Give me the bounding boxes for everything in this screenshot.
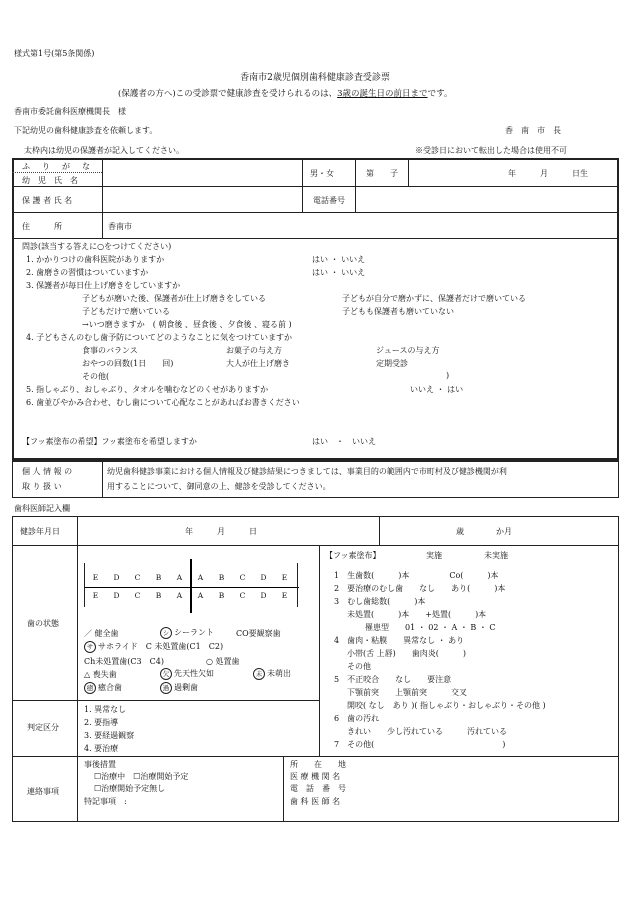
address-field[interactable]: 香南市: [108, 222, 132, 231]
result-teeth-count[interactable]: 1 生歯数( )本 Co( )本: [334, 571, 499, 580]
after-care-option-none[interactable]: ☐治療開始予定無し: [94, 784, 166, 793]
question-6: 6. 歯並びやかみ合わせ、むし歯について心配なことがあればお書きください: [26, 398, 300, 407]
tooth-upper-3[interactable]: B: [155, 573, 162, 582]
fluoride-title: 【フッ素塗布】: [325, 551, 381, 560]
question-3-option[interactable]: 子どもが磨いた後、保護者が仕上げ磨きをしている: [82, 294, 266, 303]
instruction: 太枠内は幼児の保護者が記入してください。: [24, 146, 184, 155]
tooth-lower-3[interactable]: B: [155, 591, 162, 600]
dentist-section-title: 歯科医師記入欄: [14, 504, 70, 513]
tooth-lower-7[interactable]: C: [239, 591, 246, 600]
question-5-answer[interactable]: いいえ ・ はい: [410, 385, 464, 394]
result-bite[interactable]: 下顎前突 上顎前突 交叉: [347, 688, 467, 697]
fluoride-not-done[interactable]: 未実施: [484, 551, 508, 560]
tooth-upper-2[interactable]: C: [134, 573, 141, 582]
question-2-answer[interactable]: はい ・ いいえ: [312, 268, 366, 277]
legend-congenital: [160, 668, 214, 680]
question-3-option[interactable]: 子どもが自分で磨かずに、保護者だけで磨いている: [342, 294, 526, 303]
judge-option[interactable]: 3. 要経過観察: [84, 731, 135, 740]
judge-option[interactable]: 4. 要治療: [84, 744, 119, 753]
question-4-option[interactable]: お菓子の与え方: [226, 346, 282, 355]
child-name-label: 幼 児 氏 名: [22, 176, 78, 185]
guardian-name-label: 保 護 者 氏 名: [22, 196, 73, 205]
supernumerary-icon: 過: [160, 682, 172, 694]
fused-icon: 癒: [84, 682, 96, 694]
question-1: 1. かかりつけの歯科医院がありますか: [26, 255, 165, 264]
clinic-phone-label: 電 話 番 号: [290, 784, 346, 793]
contact-label: 連絡事項: [27, 787, 59, 796]
result-untreated[interactable]: 未処置( )本 +処置( )本: [347, 610, 487, 619]
question-1-answer[interactable]: はい ・ いいえ: [312, 255, 366, 264]
tooth-lower-9[interactable]: E: [281, 591, 288, 600]
legend-sealant-label: シーラント: [174, 628, 214, 637]
question-4-option[interactable]: 食事のバランス: [82, 346, 138, 355]
result-needs-treatment[interactable]: 2 要治療のむし歯 なし あり( )本: [334, 584, 506, 593]
result-plaque-level[interactable]: きれい 少し汚れている 汚れている: [347, 727, 507, 736]
interview-title: 問診(該当する答えに○をつけてください): [22, 242, 172, 251]
judge-label: 判定区分: [27, 723, 59, 732]
result-caries-total[interactable]: 3 むし歯総数( )本: [334, 597, 426, 606]
question-3-timing[interactable]: →いつ磨きますか ( 朝食後 、昼食後 、夕食後 、寝る前 ): [82, 320, 292, 329]
phone-field[interactable]: [357, 187, 618, 211]
child-order-field[interactable]: 第 子: [366, 169, 398, 178]
legend-unerupted: [253, 668, 291, 680]
guardian-note: [118, 87, 452, 99]
legend-untreated: Ch未処置歯(C3 C4): [84, 657, 164, 666]
result-open-bite[interactable]: 開咬( なし あり )( 指しゃぶり・おしゃぶり・その他 ): [347, 701, 546, 710]
unerupted-icon: 未: [253, 668, 265, 680]
guardian-note-prefix: (保護者の方へ)この受診票で健康診査を受けられるのは、: [118, 89, 338, 99]
question-4-other[interactable]: その他(: [82, 372, 110, 381]
result-type[interactable]: 罹患型 01 ・ 02 ・ A ・ B ・ C: [365, 623, 496, 632]
question-4-other-close: ): [446, 371, 450, 380]
fluoride-request-answer[interactable]: はい ・ いいえ: [312, 437, 376, 446]
teeth-label: 歯の状態: [27, 619, 59, 628]
request-text: 下記幼児の歯科健康診査を依頼します。: [14, 126, 158, 135]
legend-fused: [84, 682, 122, 694]
question-5: 5. 指しゃぶり、おしゃぶり、タオルを噛むなどのくせがありますか: [26, 385, 269, 394]
legend-supernumerary-label: 過剰歯: [174, 683, 198, 692]
tooth-lower-5[interactable]: A: [197, 591, 204, 600]
question-4-option[interactable]: 定期受診: [376, 359, 408, 368]
legend-sahoride: [84, 641, 223, 653]
legend-congenital-label: 先天性欠如: [174, 669, 214, 678]
exam-date-label: 健診年月日: [20, 527, 60, 536]
sealant-icon: シ: [160, 627, 172, 639]
address-label: 住 所: [22, 222, 62, 231]
guardian-note-suffix: です。: [427, 89, 453, 99]
sahoride-icon: サ: [84, 641, 96, 653]
question-3-option[interactable]: 子どもだけで磨いている: [82, 307, 170, 316]
question-3: 3. 保護者が毎日仕上げ磨きをしていますか: [26, 281, 181, 290]
clinic-name-label: 医 療 機 関 名: [290, 772, 341, 781]
tooth-upper-0[interactable]: E: [92, 573, 99, 582]
after-care-label: 事後措置: [84, 760, 116, 769]
teeth-chart[interactable]: [84, 565, 299, 613]
result-malocclusion[interactable]: 5 不正咬合 なし 要注意: [334, 675, 452, 684]
tooth-lower-6[interactable]: B: [218, 591, 225, 600]
result-gum[interactable]: 4 歯肉・粘膜 異常なし ・ あり: [334, 636, 465, 645]
tooth-upper-4[interactable]: A: [176, 573, 183, 582]
age-field[interactable]: 歳 か月: [456, 527, 512, 536]
legend-co: CO要観察歯: [236, 629, 281, 638]
tooth-upper-9[interactable]: E: [281, 573, 288, 582]
fluoride-request: 【フッ素塗布の希望】フッ素塗布を希望しますか: [22, 437, 197, 446]
tooth-upper-7[interactable]: C: [239, 573, 246, 582]
result-gum-other[interactable]: その他: [347, 662, 371, 671]
tooth-upper-1[interactable]: D: [113, 573, 120, 582]
question-4: 4. 子どもさんのむし歯予防についてどのようなことに気をつけていますか: [26, 333, 293, 342]
result-other[interactable]: 7 その他( ): [334, 740, 506, 749]
congenital-icon: 欠: [160, 668, 172, 680]
addressee: 香南市委託歯科医療機関長 様: [14, 107, 126, 116]
tooth-lower-1[interactable]: D: [113, 591, 120, 600]
guardian-note-deadline: 3歳の誕生日の前日まで: [337, 89, 428, 99]
privacy-text: 幼児歯科健診事業における個人情報及び健診結果につきましては、事業目的の範囲内で市町村及び健診機関が利: [107, 467, 507, 476]
question-6-field[interactable]: [40, 410, 610, 434]
judge-option[interactable]: 2. 要指導: [84, 718, 119, 727]
tooth-lower-8[interactable]: D: [260, 591, 267, 600]
birth-date-field[interactable]: 年 月 日生: [508, 169, 588, 178]
question-4-option[interactable]: おやつの回数(1日 回): [82, 359, 174, 368]
tooth-upper-5[interactable]: A: [197, 573, 204, 582]
result-frenum[interactable]: 小帯(舌 上唇) 歯肉炎( ): [347, 649, 467, 658]
tooth-upper-6[interactable]: B: [218, 573, 225, 582]
clinic-address-label: 所 在 地: [290, 760, 346, 769]
legend-unerupted-label: 未萌出: [267, 669, 291, 678]
question-3-option[interactable]: 子どもも保護者も磨いていない: [342, 307, 454, 316]
legend-lost: △ 喪失歯: [84, 670, 117, 679]
question-2: 2. 歯磨きの習慣はついていますか: [26, 268, 149, 277]
page-title: 香南市2歳児個別歯科健康診査受診票: [240, 73, 390, 83]
legend-supernumerary: [160, 682, 198, 694]
privacy-label: 取 り 扱 い: [22, 482, 62, 491]
transfer-note: ※受診日において転出した場合は使用不可: [415, 146, 567, 155]
special-notes[interactable]: 特記事項 :: [84, 797, 127, 806]
privacy-text: 用することについて、御同意の上、健診を受診してください。: [107, 482, 331, 491]
question-4-option[interactable]: ジュースの与え方: [376, 346, 440, 355]
child-name-field[interactable]: [104, 159, 301, 185]
sex-select[interactable]: 男・女: [310, 169, 334, 178]
result-plaque: 6 歯の汚れ: [334, 714, 380, 723]
judge-option[interactable]: 1. 異常なし: [84, 705, 127, 714]
phone-label: 電話番号: [313, 196, 345, 205]
after-care-options[interactable]: ☐治療中 ☐治療開始予定: [94, 772, 189, 781]
legend-sealant: [160, 627, 214, 639]
tooth-lower-2[interactable]: C: [134, 591, 141, 600]
furigana-label: ふ り が な: [22, 162, 92, 171]
issuer: 香 南 市 長: [505, 126, 561, 135]
tooth-upper-8[interactable]: D: [260, 573, 267, 582]
form-number: 様式第1号(第5条関係): [14, 49, 95, 58]
fluoride-done[interactable]: 実施: [426, 551, 442, 560]
exam-date-field[interactable]: 年 月 日: [185, 527, 257, 536]
legend-fused-label: 癒合歯: [98, 683, 122, 692]
tooth-lower-0[interactable]: E: [92, 591, 99, 600]
legend-sound: ／ 健全歯: [84, 629, 119, 638]
privacy-label: 個 人 情 報 の: [22, 467, 73, 476]
legend-treated: ○ 処置歯: [206, 657, 240, 666]
dentist-name-label: 歯 科 医 師 名: [290, 797, 341, 806]
question-4-option[interactable]: 大人が仕上げ磨き: [226, 359, 290, 368]
tooth-lower-4[interactable]: A: [176, 591, 183, 600]
guardian-name-field[interactable]: [104, 187, 301, 211]
legend-sahoride-label: サホライド C 未処置歯(C1 C2): [98, 642, 224, 651]
